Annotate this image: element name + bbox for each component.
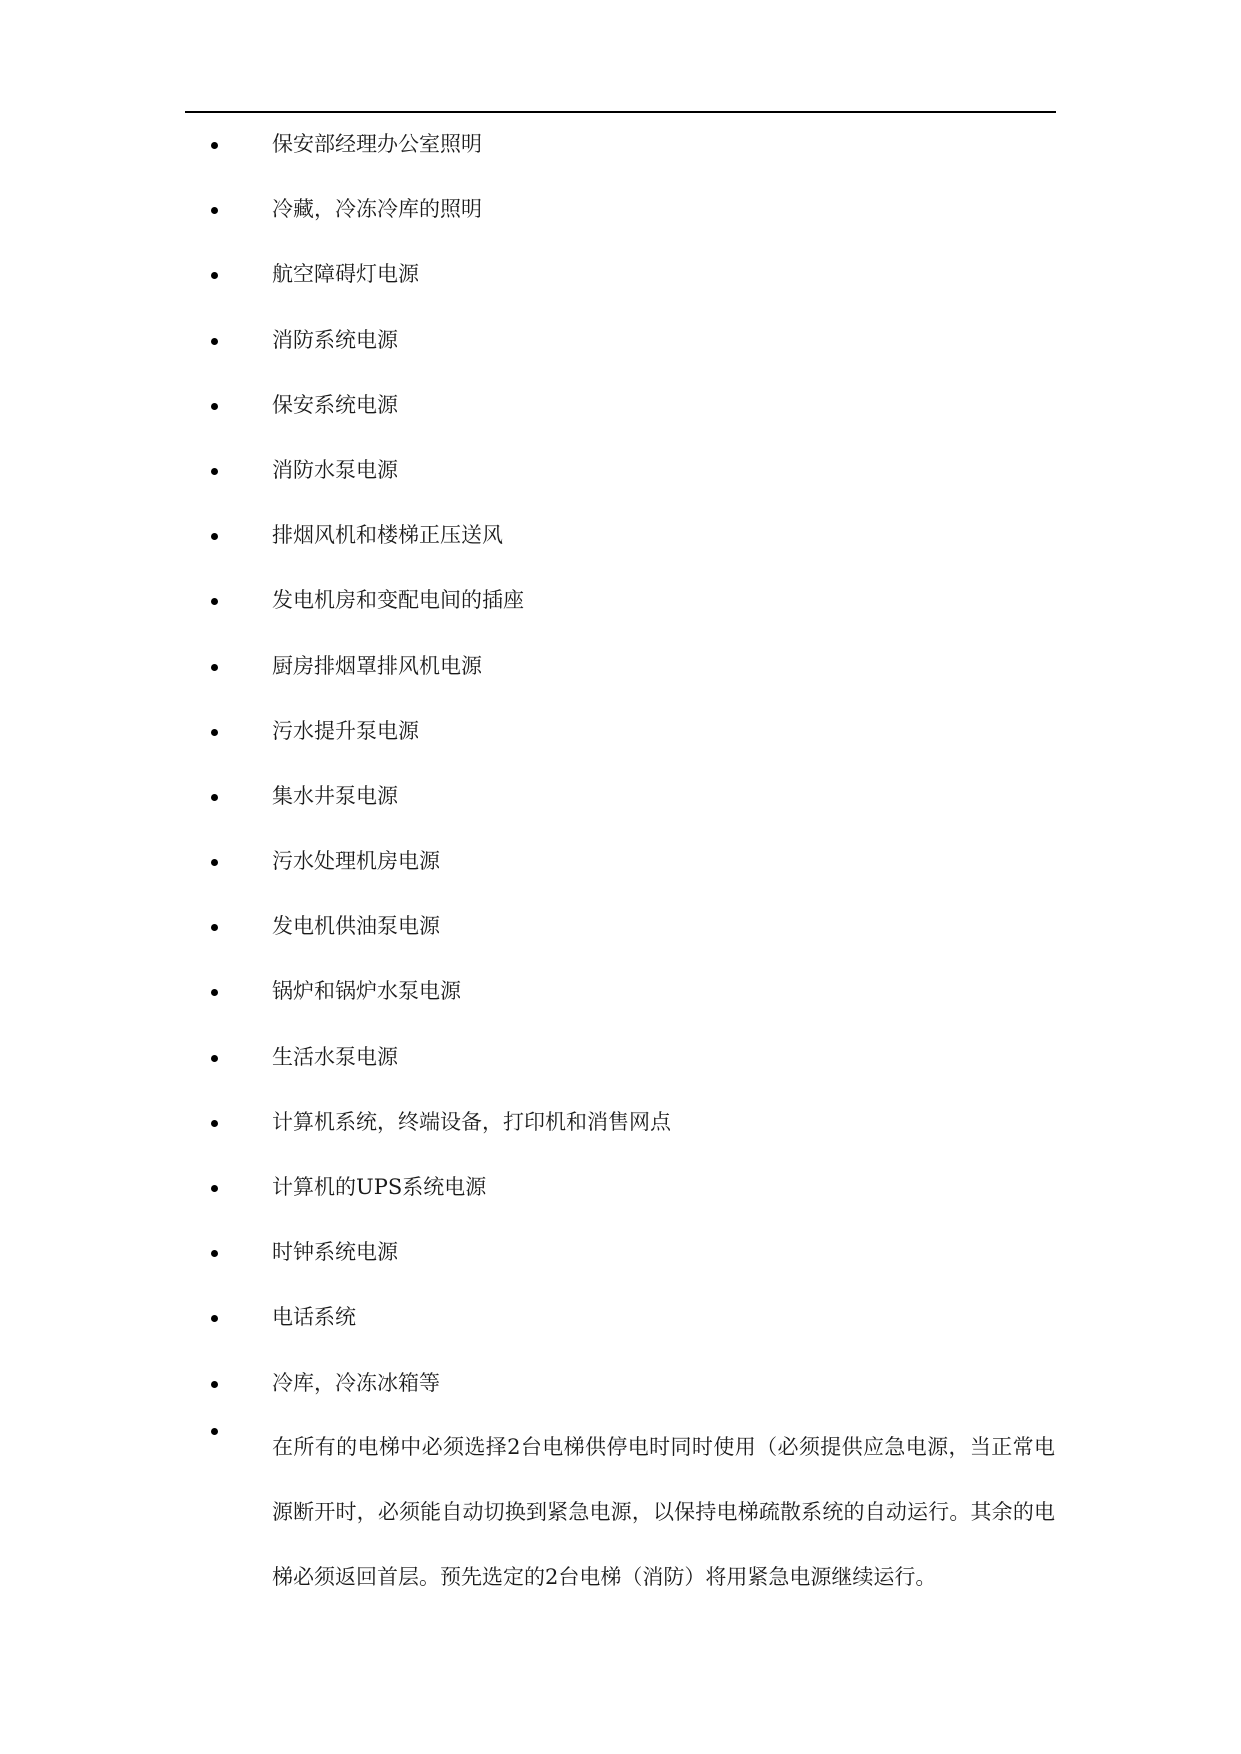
list-item [0,585,1241,650]
list-item-text: 消防系统电源 [272,327,398,352]
list-item [0,520,1241,585]
list-item-text: 污水处理机房电源 [272,849,440,874]
list-item [0,1172,1241,1237]
list-item [0,911,1241,976]
bullet-list [0,129,1241,1610]
list-item-text: 计算机的UPS系统电源 [272,1175,487,1199]
list-item-text: 保安部经理办公室照明 [272,132,482,156]
bullet-icon [211,533,218,540]
list-item [0,129,1241,194]
list-item [0,716,1241,781]
bullet-icon [211,468,218,475]
bullet-icon [211,729,218,736]
list-item [0,390,1241,455]
list-item [0,325,1241,390]
bullet-icon [211,598,218,605]
bullet-icon [211,142,218,149]
bullet-icon [211,1381,218,1388]
bullet-icon [211,272,218,279]
bullet-icon [211,794,218,801]
list-item [0,781,1241,846]
list-item-text: 发电机供油泵电源 [272,914,440,939]
bullet-icon [211,924,218,931]
bullet-icon [211,207,218,214]
list-item [0,846,1241,911]
list-item-text: 计算机系统，终端设备，打印机和消售网点 [272,1109,671,1134]
bullet-icon [211,664,218,671]
list-item-text: 厨房排烟罩排风机电源 [272,653,482,678]
bullet-icon [211,1250,218,1257]
bullet-icon [211,403,218,410]
list-item-text: 时钟系统电源 [272,1240,398,1265]
bullet-icon [211,338,218,345]
bullet-icon [211,1185,218,1192]
list-item-text: 冷藏，冷冻冷库的照明 [272,197,482,222]
bullet-icon [211,1315,218,1322]
list-item [0,1302,1241,1367]
list-item-text: 消防水泵电源 [272,457,398,482]
list-item [0,1237,1241,1302]
bullet-icon [211,989,218,996]
list-item-text: 在所有的电梯中必须选择2台电梯供停电时同时使用（必须提供应急电源，当正常电源断开时，必须能自动切换到紧急电源，以保持电梯疏散系统的自动运行。其余的电梯必须返回首层。预先选定的2台电梯（消防）将用紧急电源继续运行。 [272,1434,1055,1589]
list-item [0,651,1241,716]
list-item [0,1107,1241,1172]
list-item [0,1415,1241,1610]
list-item [0,259,1241,324]
header-rule [185,111,1056,113]
bullet-icon [211,1120,218,1127]
list-item-text: 锅炉和锅炉水泵电源 [272,979,461,1004]
bullet-icon [211,1055,218,1062]
bullet-icon [211,1428,218,1435]
list-item [0,455,1241,520]
list-item [0,976,1241,1041]
list-item-text: 航空障碍灯电源 [272,262,419,287]
list-item [0,1042,1241,1107]
list-item [0,194,1241,259]
list-item-text: 电话系统 [272,1305,356,1330]
list-item-text: 污水提升泵电源 [272,718,419,743]
list-item-text: 生活水泵电源 [272,1044,398,1069]
list-item-text: 发电机房和变配电间的插座 [272,588,524,613]
list-item-text: 排烟风机和楼梯正压送风 [272,523,503,548]
list-item-text: 冷库，冷冻冰箱等 [272,1370,440,1395]
bullet-icon [211,859,218,866]
list-item-text: 集水井泵电源 [272,783,398,808]
list-item-text: 保安系统电源 [272,392,398,417]
